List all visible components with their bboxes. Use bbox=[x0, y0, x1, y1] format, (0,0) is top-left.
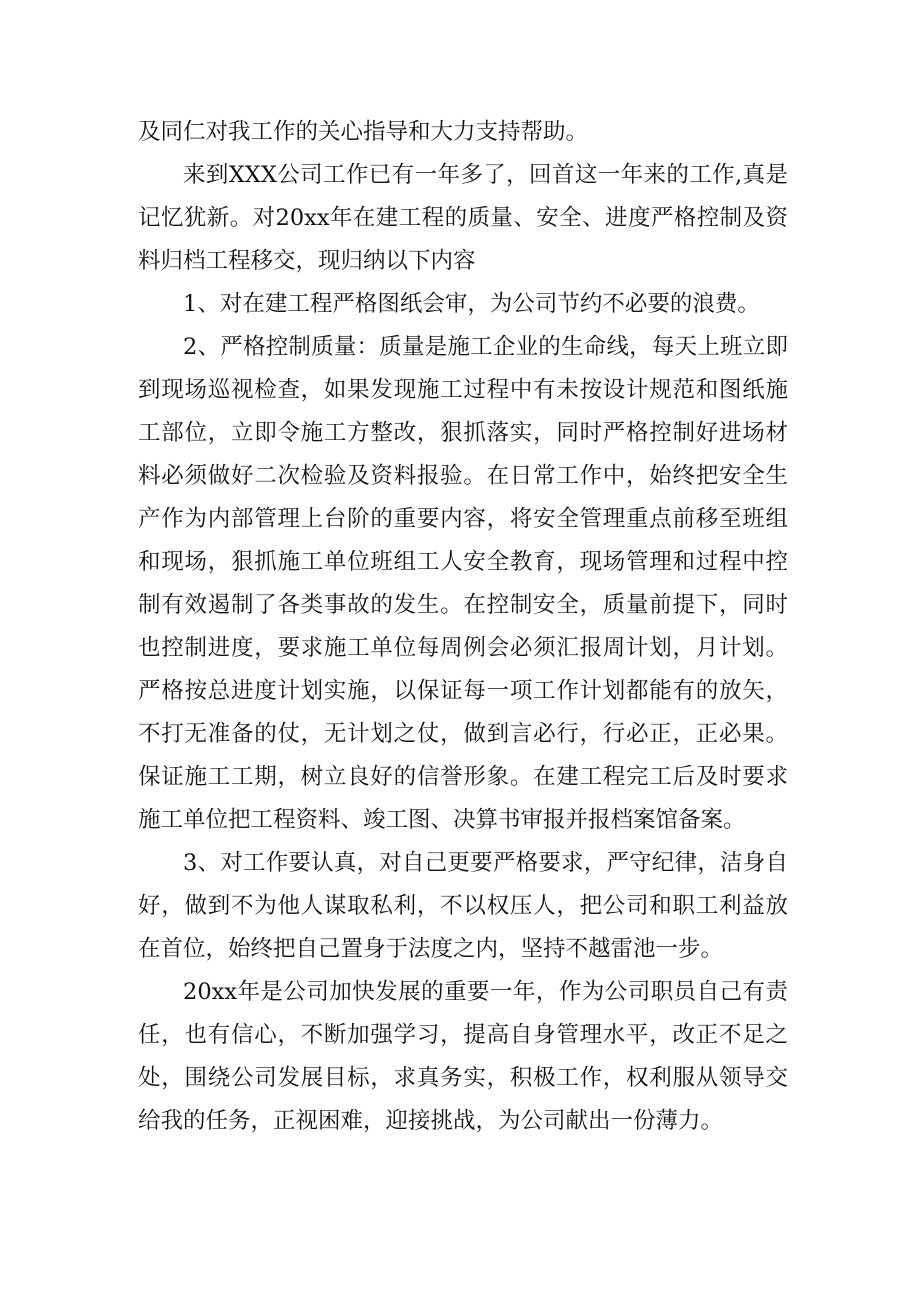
paragraph-opening-fragment: 及同仁对我工作的关心指导和大力支持帮助。 bbox=[138, 119, 589, 145]
paragraph-item-3: 3、对工作要认真，对自己更要严格要求，严守纪律，洁身自好，做到不为他人谋取私利，不以权压人，把公司和职工利益放在首位，始终把自己置身于法度之内，坚持不越雷池一步。 bbox=[138, 850, 788, 962]
paragraph-conclusion: 20xx年是公司加快发展的重要一年，作为公司职员自己有责任，也有信心，不断加强学习，提高自身管理水平，改正不足之处，围绕公司发展目标，求真务实，积极工作，权利服从领导交给我的任务，正视困难，迎接挑战，为公司献出一份薄力。 bbox=[138, 979, 788, 1134]
paragraph-introduction: 来到XXX公司工作已有一年多了，回首这一年来的工作,真是记忆犹新。对20xx年在建工程的质量、安全、进度严格控制及资料归档工程移交，现归纳以下内容 bbox=[138, 162, 788, 274]
paragraph-item-1: 1、对在建工程严格图纸会审，为公司节约不必要的浪费。 bbox=[183, 291, 760, 317]
document-body bbox=[138, 111, 788, 1143]
paragraph-item-2: 2、严格控制质量：质量是施工企业的生命线，每天上班立即到现场巡视检查，如果发现施工过程中有未按设计规范和图纸施工部位，立即令施工方整改，狠抓落实，同时严格控制好进场材料必须做好二次检验及资料报验。在日常工作中，始终把安全生产作为内部管理上台阶的重要内容，将安全管理重点前移至班组和现场，狠抓施工单位班组工人安全教育，现场管理和过程中控制有效遏制了各类事故的发生。在控制安全，质量前提下，同时也控制进度，要求施工单位每周例会必须汇报周计划，月计划。严格按总进度计划实施，以保证每一项工作计划都能有的放矢，不打无准备的仗，无计划之仗，做到言必行，行必正，正必果。保证施工工期，树立良好的信誉形象。在建工程完工后及时要求施工单位把工程资料、竣工图、决算书审报并报档案馆备案。 bbox=[138, 334, 788, 833]
